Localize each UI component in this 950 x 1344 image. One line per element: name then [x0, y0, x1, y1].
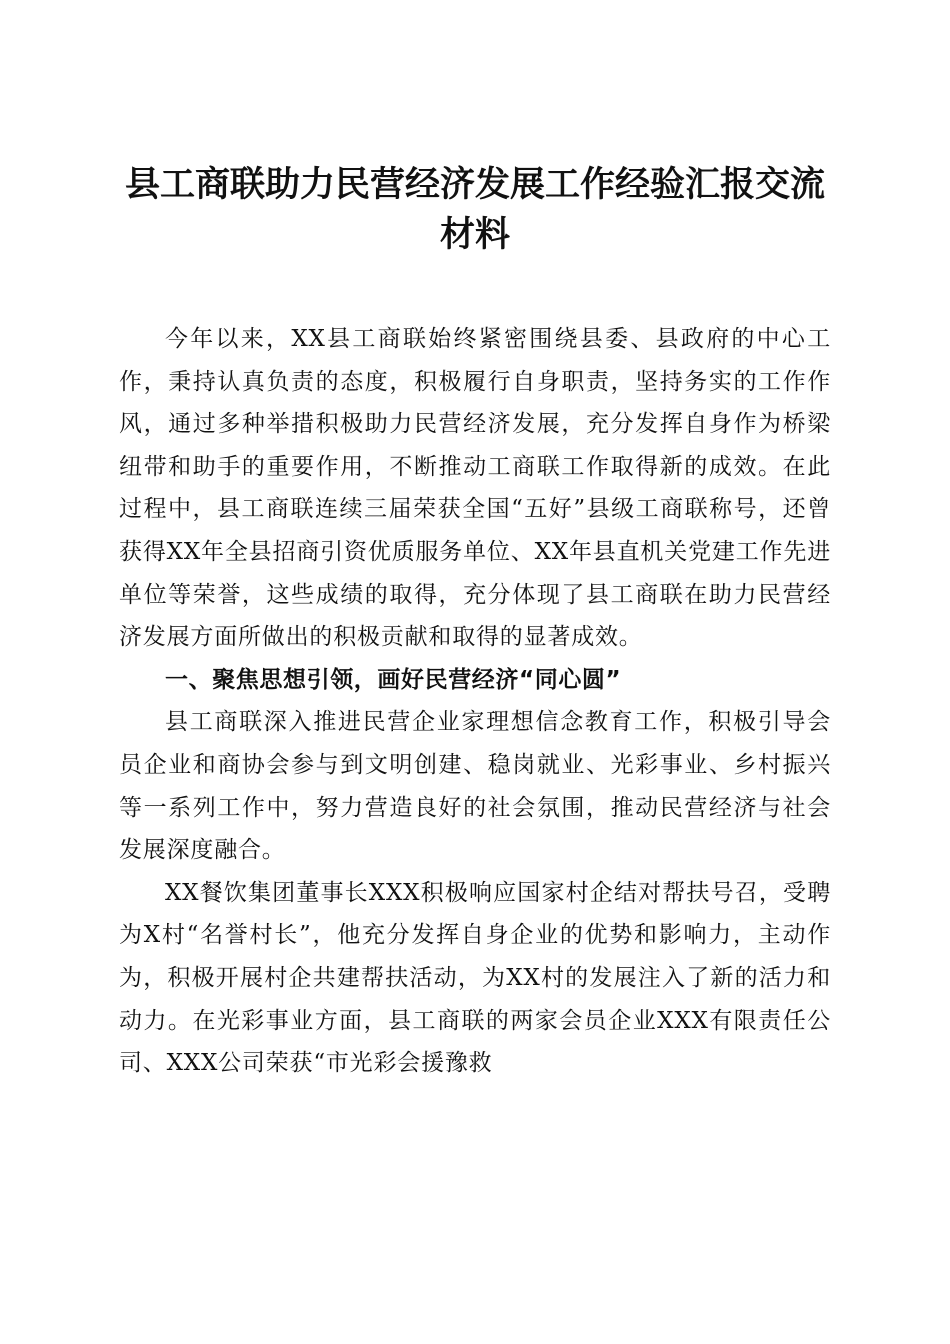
section-1-paragraph-1: 县工商联深入推进民营企业家理想信念教育工作，积极引导会员企业和商协会参与到文明创建、稳岗就业、光彩事业、乡村振兴等一系列工作中，努力营造良好的社会氛围，推动民营经济与社会发展深度融合。: [119, 709, 831, 864]
intro-paragraph: 今年以来，XX县工商联始终紧密围绕县委、县政府的中心工作，秉持认真负责的态度，积极履行自身职责，坚持务实的工作作风，通过多种举措积极助力民营经济发展，充分发挥自身作为桥梁纽带和助手的重要作用，不断推动工商联工作取得新的成效。在此过程中，县工商联连续三届荣获全国“五好”县级工商联称号，还曾获得XX年全县招商引资优质服务单位、XX年县直机关党建工作先进单位等荣誉，这些成绩的取得，充分体现了县工商联在助力民营经济发展方面所做出的积极贡献和取得的显著成效。: [119, 326, 831, 651]
title-line-1: 县工商联助力民营经济发展工作经验汇报交流: [124, 165, 825, 205]
title-line-2: 材料: [439, 215, 510, 255]
document-body: [119, 318, 831, 1085]
document-title: [110, 160, 840, 260]
section-heading-1: 一、聚焦思想引领，画好民营经济“同心圆”: [165, 666, 622, 693]
section-1-paragraph-2: XX餐饮集团董事长XXX积极响应国家村企结对帮扶号召，受聘为X村“名誉村长”，他充分发挥自身企业的优势和影响力，主动作为，积极开展村企共建帮扶活动，为XX村的发展注入了新的活力和动力。在光彩事业方面，县工商联的两家会员企业XXX有限责任公司、XXX公司荣获“市光彩会援豫救: [119, 879, 831, 1077]
